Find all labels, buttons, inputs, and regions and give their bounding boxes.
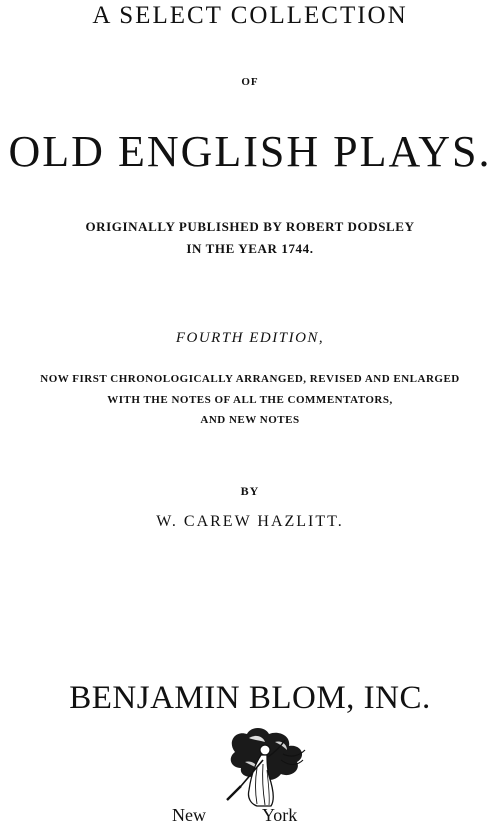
collection-line: A SELECT COLLECTION: [92, 2, 408, 29]
show-through-line: [0, 300, 500, 321]
main-title: OLD ENGLISH PLAYS.: [8, 127, 492, 176]
by-line: BY: [240, 484, 260, 498]
publisher-device-figure-icon: [205, 724, 310, 809]
publisher-name: BENJAMIN BLOM, INC.: [69, 680, 431, 716]
description-line-1: NOW FIRST CHRONOLOGICALLY ARRANGED, REVISED AND ENLARGED: [40, 373, 460, 385]
city-name-part-2: York: [262, 805, 298, 825]
author-name: W. CAREW HAZLITT.: [156, 513, 344, 530]
description-line-2: WITH THE NOTES OF ALL THE COMMENTATORS,: [107, 394, 393, 406]
publication-year-line: IN THE YEAR 1744.: [186, 241, 314, 256]
edition-line: FOURTH EDITION,: [175, 330, 325, 346]
originally-published-line: ORIGINALLY PUBLISHED BY ROBERT DODSLEY: [85, 219, 415, 234]
of-line: OF: [241, 76, 259, 88]
description-line-3: AND NEW NOTES: [200, 414, 300, 426]
city-name-part-1: New: [172, 805, 206, 825]
